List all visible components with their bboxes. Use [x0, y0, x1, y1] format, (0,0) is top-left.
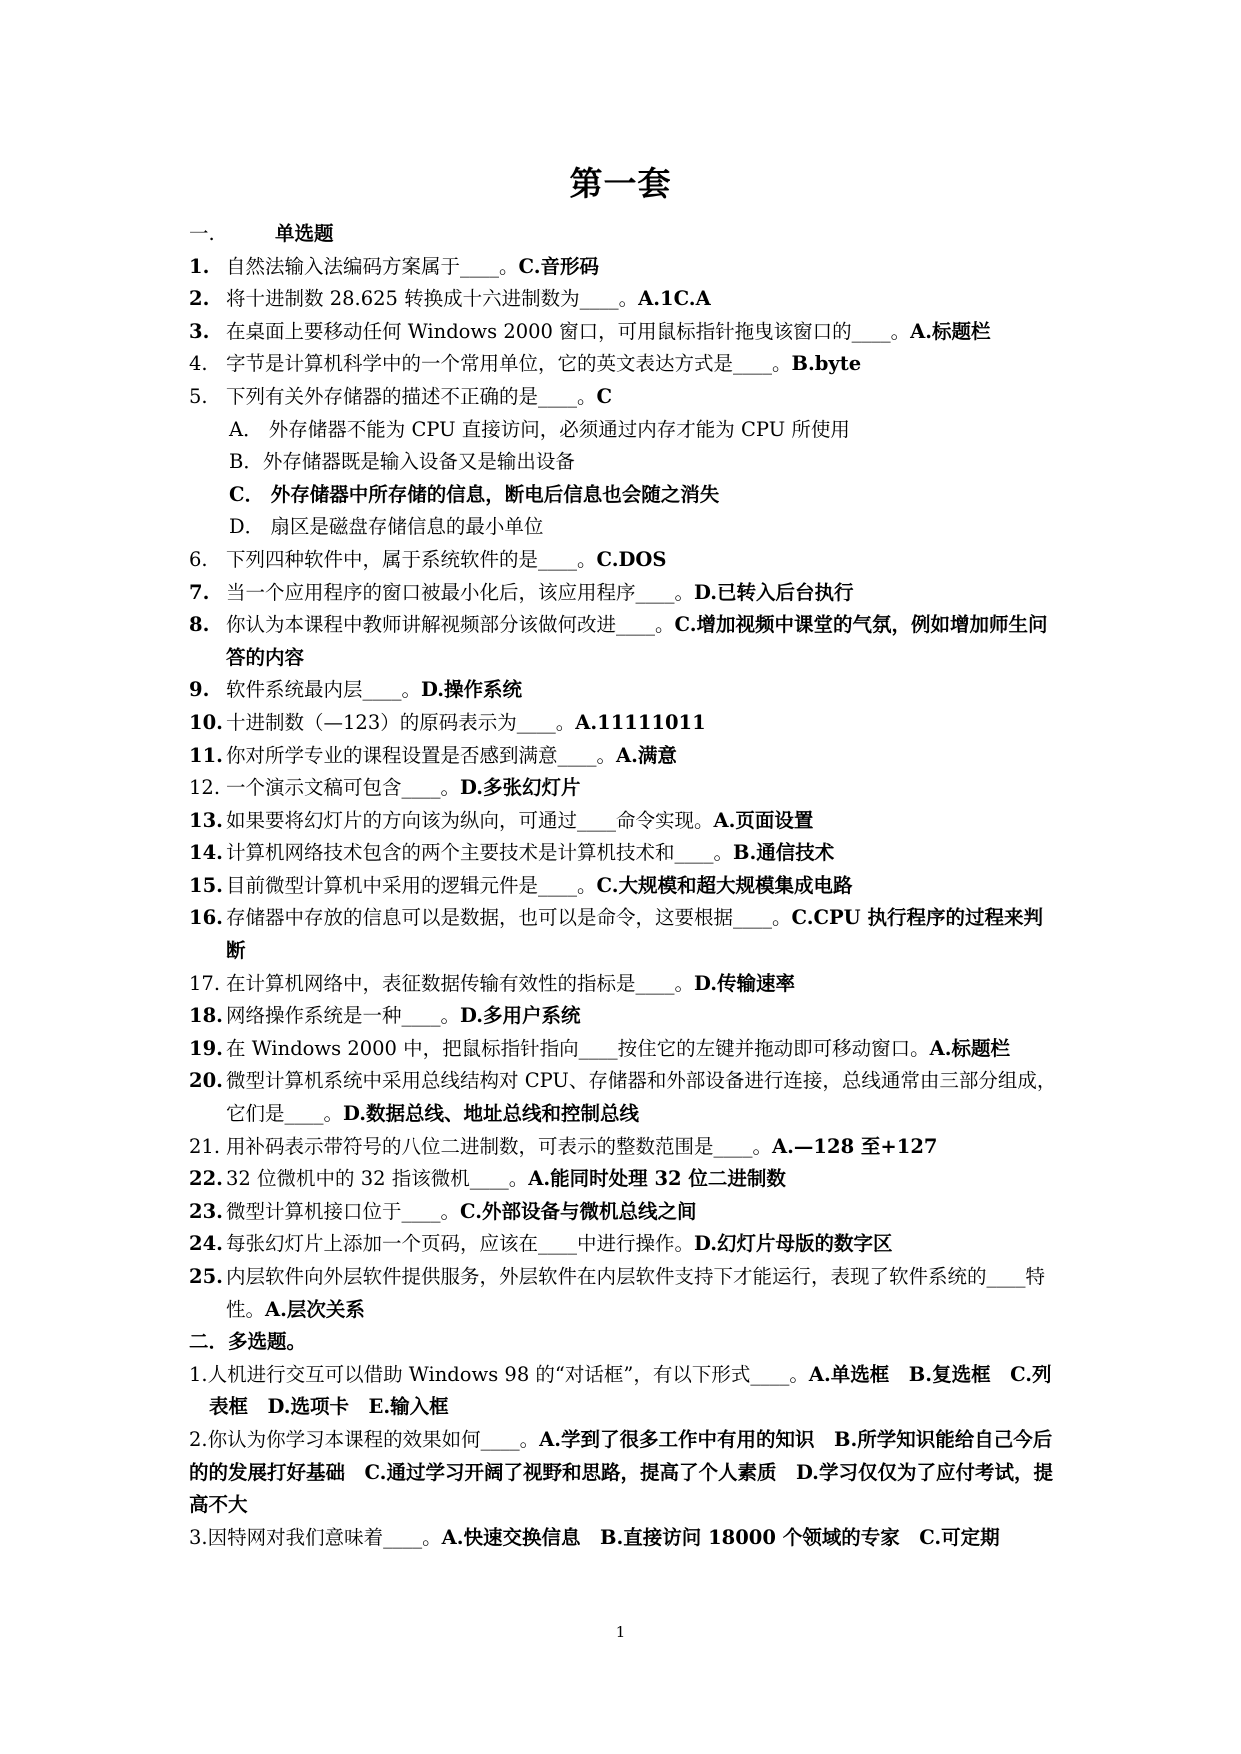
question-text: 存储器中存放的信息可以是数据，也可以是命令，这要根据____。 — [226, 906, 792, 930]
answer-option: B．外存储器既是输入设备又是输出设备 — [229, 450, 575, 474]
question-item — [189, 1228, 1059, 1261]
question-text: 十进制数（—123）的原码表示为____。 — [226, 710, 576, 734]
question-answer: A.标题栏 — [910, 319, 991, 343]
question-answer: D.已转入后台执行 — [694, 580, 854, 604]
question-number: 10. — [189, 710, 223, 734]
multi-question-item — [189, 1359, 1059, 1424]
question-item — [189, 544, 1059, 577]
question-number: 9. — [189, 678, 210, 702]
question-answer: A.1C.A — [638, 287, 711, 311]
page-title: 第一套 — [569, 164, 672, 203]
question-text: 微型计算机接口位于____。 — [226, 1199, 461, 1223]
question-answer: A.页面设置 — [713, 808, 814, 832]
page-number: 1 — [615, 1623, 626, 1641]
question-number: 24. — [189, 1232, 223, 1256]
question-item — [189, 609, 1059, 674]
question-text: 网络操作系统是一种____。 — [226, 1004, 461, 1028]
question-answer: C.音形码 — [518, 254, 599, 278]
question-number: 8. — [189, 613, 210, 637]
question-text: 你对所学专业的课程设置是否感到满意____。 — [226, 743, 617, 767]
question-number: 7. — [189, 580, 210, 604]
question-number: 13. — [189, 808, 223, 832]
section-title: 二．多选题。 — [189, 1330, 307, 1354]
question-text: 将十进制数 28.625 转换成十六进制数为____。 — [226, 287, 639, 311]
question-item — [189, 1000, 1059, 1033]
question-number: 1. — [189, 254, 210, 278]
question-answer: A.满意 — [616, 743, 677, 767]
question-answer: D.多用户系统 — [460, 1004, 581, 1028]
question-answer: A.单选框 B.复选框 C.列表框 D.选项卡 E.输入框 — [209, 1362, 1052, 1419]
question-item — [189, 1033, 1059, 1066]
question-answer: D.数据总线、地址总线和控制总线 — [343, 1102, 640, 1126]
question-answer: A.层次关系 — [265, 1297, 365, 1321]
question-answer: C — [596, 384, 613, 408]
question-item — [189, 805, 1059, 838]
question-number: 18. — [189, 1004, 223, 1028]
question-number: 5. — [189, 384, 208, 408]
question-number: 19. — [189, 1036, 223, 1060]
question-text: 2.你认为你学习本课程的效果如何____。 — [189, 1427, 540, 1451]
question-text: 下列有关外存储器的描述不正确的是____。 — [226, 384, 597, 408]
question-answer: D.多张幻灯片 — [460, 776, 581, 800]
question-answer: A.11111011 — [575, 710, 706, 734]
question-item — [189, 870, 1059, 903]
question-number: 16. — [189, 906, 223, 930]
question-text: 1.人机进行交互可以借助 Windows 98 的“对话框”，有以下形式____。 — [189, 1362, 809, 1386]
section-heading-multi — [189, 1326, 1059, 1359]
question-item — [189, 902, 1059, 967]
question-answer: C.大规模和超大规模集成电路 — [596, 873, 853, 897]
section-heading-single — [189, 218, 1059, 251]
single-choice-list — [189, 251, 1059, 1327]
question-answer: D.传输速率 — [694, 971, 796, 995]
question-answer: A.学到了很多工作中有用的知识 B.所学知识能给自己今后的的发展打好基础 C.通过学习开阔了视野和思路，提高了个人素质 D.学习仅仅为了应付考试，提高不大 — [189, 1427, 1053, 1517]
question-answer: A.快速交换信息 B.直接访问 18000 个领域的专家 C.可定期 — [441, 1525, 1000, 1549]
question-text: 微型计算机系统中采用总线结构对 CPU、存储器和外部设备进行连接，总线通常由三部分组成，它们是____。 — [226, 1069, 1057, 1126]
question-answer: A.—128 至+127 — [772, 1134, 938, 1158]
question-item — [189, 348, 1059, 381]
question-number: 4. — [189, 352, 208, 376]
question-item — [189, 772, 1059, 805]
section-title: 单选题 — [275, 222, 334, 245]
question-text: 在 Windows 2000 中，把鼠标指针指向____按住它的左键并拖动即可移动窗口。 — [226, 1036, 930, 1060]
question-text: 计算机网络技术包含的两个主要技术是计算机技术和____。 — [226, 841, 734, 865]
question-item — [189, 837, 1059, 870]
question-number: 25. — [189, 1265, 223, 1288]
question-item — [189, 577, 1059, 610]
question-item — [189, 1065, 1059, 1130]
question-text: 当一个应用程序的窗口被最小化后，该应用程序____。 — [226, 580, 695, 604]
question-number: 17. — [189, 971, 221, 995]
question-answer: C.CPU 执行程序的过程来判断 — [226, 906, 1043, 963]
question-number: 6. — [189, 547, 208, 571]
question-answer: C.外部设备与微机总线之间 — [460, 1199, 697, 1223]
multi-question-item — [189, 1424, 1059, 1522]
question-item — [189, 1131, 1059, 1164]
question-answer: C.DOS — [596, 547, 667, 571]
question-answer: B.通信技术 — [733, 841, 835, 865]
question-item — [189, 740, 1059, 773]
answer-option: A． 外存储器不能为 CPU 直接访问，必须通过内存才能为 CPU 所使用 — [229, 417, 850, 441]
question-text: 字节是计算机科学中的一个常用单位，它的英文表达方式是____。 — [226, 352, 792, 376]
question-text: 内层软件向外层软件提供服务，外层软件在内层软件支持下才能运行，表现了软件系统的____特性。 — [226, 1265, 1046, 1321]
question-text: 一个演示文稿可包含____。 — [226, 776, 461, 800]
question-number: 11. — [189, 743, 223, 767]
question-answer: B.byte — [791, 352, 862, 376]
question-number: 22. — [189, 1167, 223, 1191]
question-text: 如果要将幻灯片的方向该为纵向，可通过____命令实现。 — [226, 808, 714, 832]
question-item — [189, 674, 1059, 707]
question-answer: A.能同时处理 32 位二进制数 — [528, 1167, 786, 1191]
question-number: 21. — [189, 1134, 221, 1158]
document-body — [189, 218, 1059, 1554]
question-text: 3.因特网对我们意味着____。 — [189, 1525, 442, 1549]
question-item — [189, 381, 1059, 414]
question-item — [189, 1196, 1059, 1229]
question-item — [189, 283, 1059, 316]
question-item — [189, 316, 1059, 349]
multi-choice-list — [189, 1359, 1059, 1555]
question-text: 用补码表示带符号的八位二进制数，可表示的整数范围是____。 — [226, 1134, 773, 1158]
section-number: 一. — [189, 222, 215, 245]
question-text: 在计算机网络中，表征数据传输有效性的指标是____。 — [226, 971, 695, 995]
question-number: 15. — [189, 873, 223, 897]
question-text: 自然法输入法编码方案属于____。 — [226, 254, 519, 278]
question-item — [189, 968, 1059, 1001]
question-number: 12. — [189, 776, 221, 800]
question-text: 目前微型计算机中采用的逻辑元件是____。 — [226, 873, 597, 897]
question-number: 2. — [189, 287, 210, 311]
question-number: 23. — [189, 1199, 223, 1223]
question-item — [189, 251, 1059, 284]
question-text: 你认为本课程中教师讲解视频部分该做何改进____。 — [226, 613, 675, 637]
question-text: 下列四种软件中，属于系统软件的是____。 — [226, 547, 597, 571]
question-text: 在桌面上要移动任何 Windows 2000 窗口，可用鼠标指针拖曳该窗口的____。 — [226, 319, 911, 343]
question-answer: C.增加视频中课堂的气氛，例如增加师生问答的内容 — [226, 613, 1048, 669]
question-number: 20. — [189, 1069, 223, 1093]
question-item — [189, 1163, 1059, 1196]
question-number: 14. — [189, 841, 223, 865]
question-item — [189, 1261, 1059, 1326]
question-text: 每张幻灯片上添加一个页码，应该在____中进行操作。 — [226, 1232, 695, 1256]
question-answer: A.标题栏 — [929, 1036, 1011, 1060]
multi-question-item — [189, 1522, 1059, 1555]
question-text: 32 位微机中的 32 指该微机____。 — [226, 1167, 529, 1191]
question-answer: D.幻灯片母版的数字区 — [694, 1232, 893, 1256]
answer-option: D． 扇区是磁盘存储信息的最小单位 — [229, 515, 544, 539]
question-answer: D.操作系统 — [421, 678, 523, 702]
question-item — [189, 707, 1059, 740]
answer-option: C． 外存储器中所存储的信息，断电后信息也会随之消失 — [229, 482, 720, 506]
question-number: 3. — [189, 319, 210, 343]
question-text: 软件系统最内层____。 — [226, 678, 422, 702]
